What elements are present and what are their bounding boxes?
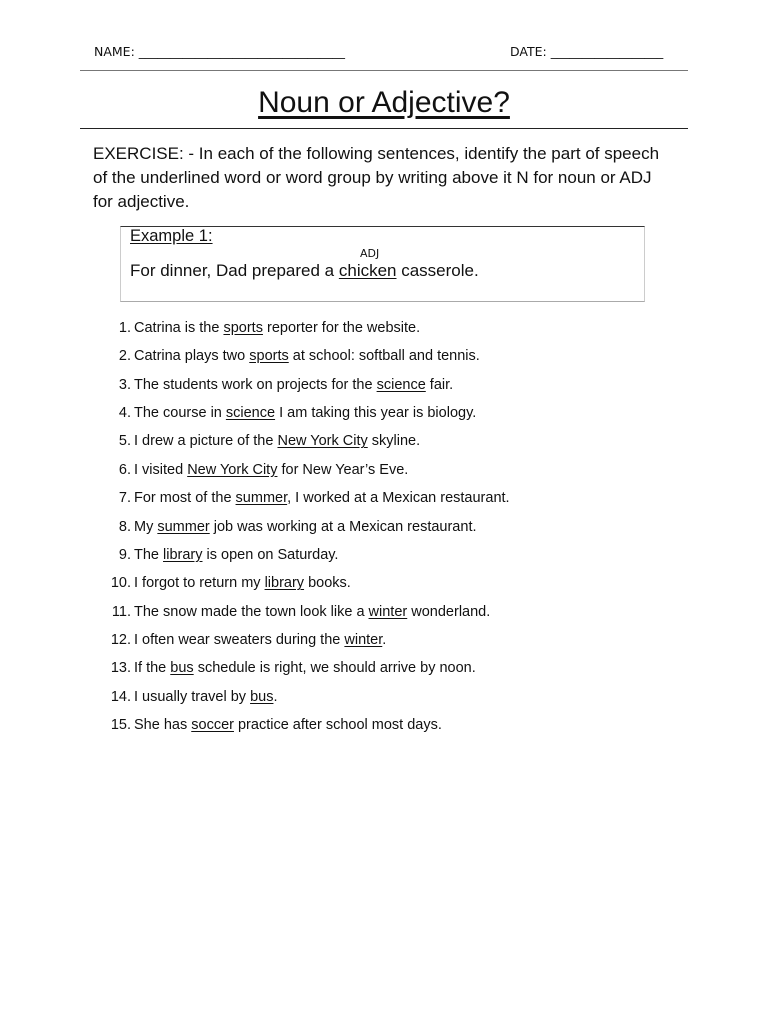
item-text-after: . bbox=[382, 631, 387, 648]
item-sentence bbox=[134, 545, 338, 565]
item-underlined-word: sports bbox=[249, 348, 289, 365]
item-number: 8. bbox=[118, 518, 131, 535]
item-text-after: skyline. bbox=[367, 433, 421, 450]
item-number: 15. bbox=[110, 717, 131, 734]
item-text-after: schedule is right, we should arrive by noon. bbox=[193, 660, 476, 677]
item-text-before: Catrina is the bbox=[134, 320, 224, 336]
item-underlined-word: summer bbox=[157, 518, 210, 535]
item-sentence bbox=[134, 687, 277, 707]
example-box bbox=[120, 226, 645, 302]
item-underlined-word: New York City bbox=[187, 461, 278, 478]
item-number: 4. bbox=[118, 405, 131, 422]
item-sentence bbox=[134, 658, 476, 678]
item-number: 10. bbox=[110, 575, 131, 592]
item-number: 5. bbox=[118, 433, 131, 450]
item-text-after: for New Year’s Eve. bbox=[277, 461, 409, 478]
item-sentence bbox=[134, 431, 420, 451]
item-text-before: I forgot to return my bbox=[134, 575, 265, 592]
item-underlined-word: winter bbox=[368, 603, 408, 620]
item-text-after: I am taking this year is biology. bbox=[275, 405, 477, 422]
item-sentence bbox=[134, 318, 420, 338]
item-number: 9. bbox=[118, 546, 131, 563]
list-item bbox=[104, 658, 664, 686]
item-text-after: fair. bbox=[425, 376, 454, 393]
item-underlined-word: library bbox=[163, 546, 203, 563]
example-sentence bbox=[130, 261, 479, 281]
example-text-after: casserole. bbox=[396, 261, 479, 280]
item-number: 1. bbox=[118, 320, 131, 336]
item-text-after: job was working at a Mexican restaurant. bbox=[209, 518, 477, 535]
item-text-before: For most of the bbox=[134, 490, 236, 507]
list-item bbox=[104, 375, 664, 403]
item-text-before: Catrina plays two bbox=[134, 348, 250, 365]
worksheet-header bbox=[82, 40, 688, 60]
item-underlined-word: winter bbox=[344, 631, 383, 648]
example-heading: Example 1: bbox=[130, 227, 213, 245]
item-text-after: wonderland. bbox=[407, 603, 491, 620]
list-item bbox=[104, 630, 664, 658]
item-underlined-word: soccer bbox=[191, 717, 234, 734]
header-divider bbox=[80, 70, 688, 71]
item-text-before: I usually travel by bbox=[134, 688, 251, 705]
item-underlined-word: sports bbox=[223, 320, 263, 336]
exercise-instructions: EXERCISE: - In each of the following sentences, identify the part of speech of the underlined word or word group by writing above it N for noun or ADJ for adjective. bbox=[93, 144, 660, 211]
item-number: 3. bbox=[118, 376, 131, 393]
list-item bbox=[104, 517, 664, 545]
item-underlined-word: science bbox=[376, 376, 426, 393]
item-text-after: at school: softball and tennis. bbox=[288, 348, 480, 365]
item-text-before: The snow made the town look like a bbox=[134, 603, 369, 620]
item-sentence bbox=[134, 573, 351, 593]
item-text-after: reporter for the website. bbox=[262, 320, 421, 336]
item-text-after: . bbox=[273, 688, 278, 705]
list-item bbox=[104, 403, 664, 431]
list-item bbox=[104, 602, 664, 630]
item-text-before: I drew a picture of the bbox=[134, 433, 278, 450]
item-text-before: She has bbox=[134, 717, 192, 734]
item-sentence bbox=[134, 346, 480, 366]
list-item bbox=[104, 715, 664, 743]
item-underlined-word: science bbox=[225, 405, 276, 422]
item-text-before: The course in bbox=[134, 405, 226, 422]
list-item bbox=[104, 346, 664, 374]
name-field[interactable]: NAME: _________________________________ bbox=[94, 44, 346, 59]
item-number: 13. bbox=[110, 660, 131, 677]
item-text-before: I often wear sweaters during the bbox=[134, 631, 345, 648]
example-text-before: For dinner, Dad prepared a bbox=[130, 261, 339, 280]
list-item bbox=[104, 573, 664, 601]
item-sentence bbox=[134, 517, 477, 537]
item-number: 7. bbox=[118, 490, 131, 507]
item-sentence bbox=[134, 602, 490, 622]
item-sentence bbox=[134, 403, 476, 423]
list-item bbox=[104, 460, 664, 488]
item-underlined-word: bus bbox=[170, 660, 194, 677]
item-number: 6. bbox=[118, 461, 131, 478]
item-sentence bbox=[134, 630, 386, 650]
item-underlined-word: New York City bbox=[277, 433, 368, 450]
date-field[interactable]: DATE: __________________ bbox=[510, 44, 664, 59]
list-item bbox=[104, 431, 664, 459]
item-underlined-word: summer bbox=[235, 490, 288, 507]
item-sentence bbox=[134, 715, 442, 735]
example-tag: ADJ bbox=[360, 247, 380, 260]
item-text-after: books. bbox=[304, 575, 351, 592]
list-item bbox=[104, 318, 664, 346]
item-underlined-word: library bbox=[264, 575, 305, 592]
item-number: 11. bbox=[111, 603, 131, 620]
list-item bbox=[104, 687, 664, 715]
item-underlined-word: bus bbox=[250, 688, 274, 705]
item-sentence bbox=[134, 375, 453, 395]
item-text-after: practice after school most days. bbox=[233, 717, 442, 734]
sentence-list bbox=[104, 318, 664, 743]
item-text-before: The students work on projects for the bbox=[134, 376, 377, 393]
item-sentence bbox=[134, 460, 408, 480]
title-divider bbox=[80, 128, 688, 129]
item-text-before: My bbox=[134, 518, 158, 535]
item-text-before: The bbox=[134, 546, 164, 563]
item-number: 14. bbox=[110, 688, 131, 705]
item-sentence bbox=[134, 488, 510, 508]
example-underlined-word: chicken bbox=[338, 261, 397, 280]
item-number: 2. bbox=[118, 348, 131, 365]
item-text-after: , I worked at a Mexican restaurant. bbox=[287, 490, 510, 507]
item-number: 12. bbox=[110, 631, 131, 648]
list-item bbox=[104, 488, 664, 516]
list-item bbox=[104, 545, 664, 573]
item-text-before: If the bbox=[134, 660, 171, 677]
item-text-before: I visited bbox=[134, 461, 188, 478]
item-text-after: is open on Saturday. bbox=[202, 546, 339, 563]
page-title: Noun or Adjective? bbox=[258, 86, 510, 119]
